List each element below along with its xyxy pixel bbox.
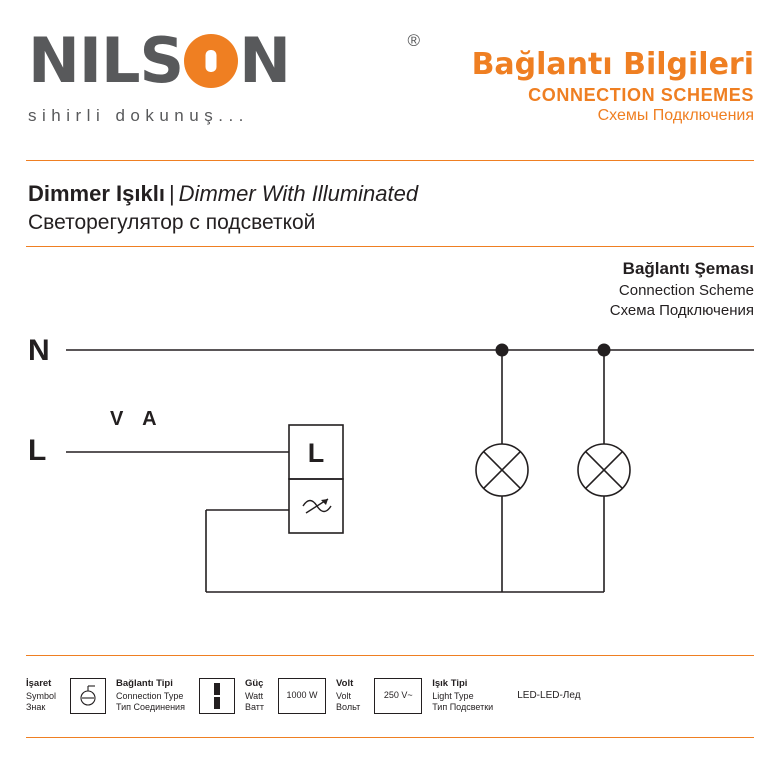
product-title-tr: Dimmer Işıklı: [28, 181, 165, 206]
spec-watt-label: [245, 678, 264, 713]
spec-connection-label: [116, 678, 185, 713]
dimmer-symbol-icon: [75, 683, 101, 709]
product-title-separator: |: [168, 181, 175, 206]
volt-value-box: [374, 678, 422, 714]
spec-watt-value: 1000 W: [286, 690, 318, 701]
spec-volt-tr: Volt: [336, 678, 354, 690]
spec-watt-ru: Ватт: [244, 702, 265, 713]
spec-symbol-en: Symbol: [26, 690, 57, 701]
spec-connection-ru: Тип Соединения: [116, 702, 185, 713]
product-title-ru: Светорегулятор с подсветкой: [28, 210, 316, 234]
junction-dot-1: [496, 344, 509, 357]
divider-bottom-2: [26, 737, 754, 738]
spec-watt-tr: Güç: [244, 678, 264, 690]
spec-volt-label: [336, 678, 360, 713]
terminal-icon: [211, 682, 223, 710]
va-label: V A: [110, 408, 164, 430]
spec-volt-en: Volt: [336, 690, 352, 701]
scheme-caption-ru: Схема Подключения: [609, 301, 754, 319]
header-title-ru: Схемы Подключения: [597, 106, 754, 124]
spec-symbol-tr: İşaret: [26, 678, 52, 690]
brand-name-part1: NILS: [28, 24, 184, 97]
spec-symbol-ru: Знак: [26, 702, 46, 713]
spec-symbol-label: [26, 678, 56, 713]
product-title-en: Dimmer With Illuminated: [178, 181, 419, 206]
spec-light-type-en: Light Type: [432, 690, 474, 701]
divider-bottom-1: [26, 655, 754, 656]
registered-mark: ®: [407, 31, 419, 50]
spec-watt-en: Watt: [244, 690, 264, 701]
terminal-icon-box: [199, 678, 235, 714]
neutral-line-label: N: [28, 334, 50, 367]
spec-light-type-ru: Тип Подсветки: [432, 702, 494, 713]
junction-dot-2: [598, 344, 611, 357]
spec-volt-value: 250 V~: [383, 690, 413, 701]
brand-name-part2: N: [239, 24, 291, 97]
scheme-caption-tr: Bağlantı Şeması: [622, 259, 754, 278]
header-title-tr: Bağlantı Bilgileri: [471, 47, 754, 82]
spec-volt-ru: Вольт: [336, 702, 361, 713]
header-title-en: CONNECTION SCHEMES: [528, 84, 754, 105]
spec-connection-en: Connection Type: [116, 690, 184, 701]
spec-light-type-tr: Işık Tipi: [432, 678, 468, 690]
brand-tagline: sihirli dokunuş...: [28, 106, 249, 125]
spec-light-type-label: [432, 678, 493, 713]
live-line-label: L: [28, 434, 47, 467]
watt-value-box: [278, 678, 326, 714]
spec-connection-tr: Bağlantı Tipi: [116, 678, 173, 690]
dimmer-symbol-icon-box: [70, 678, 106, 714]
spec-row: [26, 666, 754, 726]
spec-light-type-value: LED-LED-Лед: [517, 689, 581, 701]
dimmer-terminal-label: L: [307, 438, 325, 468]
scheme-caption-en: Connection Scheme: [618, 281, 754, 299]
